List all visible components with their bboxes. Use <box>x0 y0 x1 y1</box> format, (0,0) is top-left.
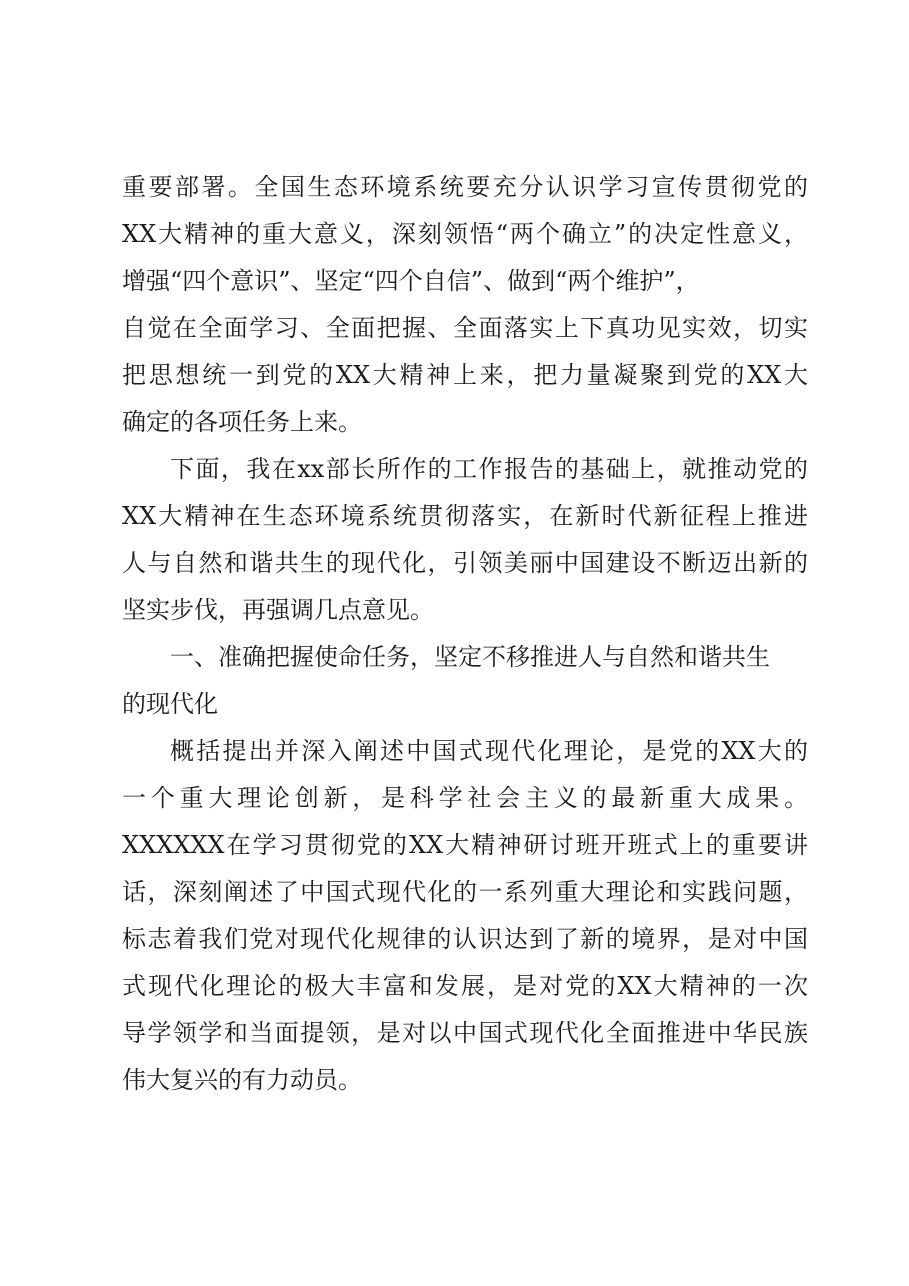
paragraph-3-line-1: 概括提出并深入阐述中国式现代化理论，是党的XX大的 <box>170 737 808 765</box>
paragraph-1-line-4: 自觉在全面学习、全面把握、全面落实上下真功见实效，切实 <box>122 314 808 342</box>
paragraph-1-line-1: 重要部署。全国生态环境系统要充分认识学习宣传贯彻党的 <box>122 173 808 201</box>
section-heading-line-1: 一、准确把握使命任务，坚定不移推进人与自然和谐共生 <box>170 643 770 671</box>
paragraph-3-line-4: 话，深刻阐述了中国式现代化的一系列重大理论和实践问题， <box>122 878 808 906</box>
paragraph-3-line-2: 一个重大理论创新，是科学社会主义的最新重大成果。 <box>122 784 808 812</box>
paragraph-3-line-5: 标志着我们党对现代化规律的认识达到了新的境界，是对中国 <box>122 925 808 953</box>
paragraph-2-line-2: XX大精神在生态环境系统贯彻落实，在新时代新征程上推进 <box>122 502 808 530</box>
paragraph-2-line-4: 坚实步伐，再强调几点意见。 <box>122 596 434 624</box>
section-heading-line-2: 的现代化 <box>122 690 218 718</box>
paragraph-1-line-6: 确定的各项任务上来。 <box>122 408 362 436</box>
paragraph-3-line-8: 伟大复兴的有力动员。 <box>122 1066 362 1094</box>
paragraph-2-line-3: 人与自然和谐共生的现代化，引领美丽中国建设不断迈出新的 <box>122 549 808 577</box>
paragraph-2-line-1: 下面，我在xx部长所作的工作报告的基础上，就推动党的 <box>170 455 808 483</box>
paragraph-3-line-7: 导学领学和当面提领，是对以中国式现代化全面推进中华民族 <box>122 1019 808 1047</box>
paragraph-1-line-2: XX大精神的重大意义，深刻领悟“两个确立”的决定性意义， <box>122 220 808 248</box>
paragraph-1-line-3: 增强“四个意识”、坚定“四个自信”、做到“两个维护”， <box>122 267 700 295</box>
paragraph-3-line-3: XXXXXX在学习贯彻党的XX大精神研讨班开班式上的重要讲 <box>122 831 808 859</box>
paragraph-3-line-6: 式现代化理论的极大丰富和发展，是对党的XX大精神的一次 <box>122 972 808 1000</box>
paragraph-1-line-5: 把思想统一到党的XX大精神上来，把力量凝聚到党的XX大 <box>122 361 808 389</box>
